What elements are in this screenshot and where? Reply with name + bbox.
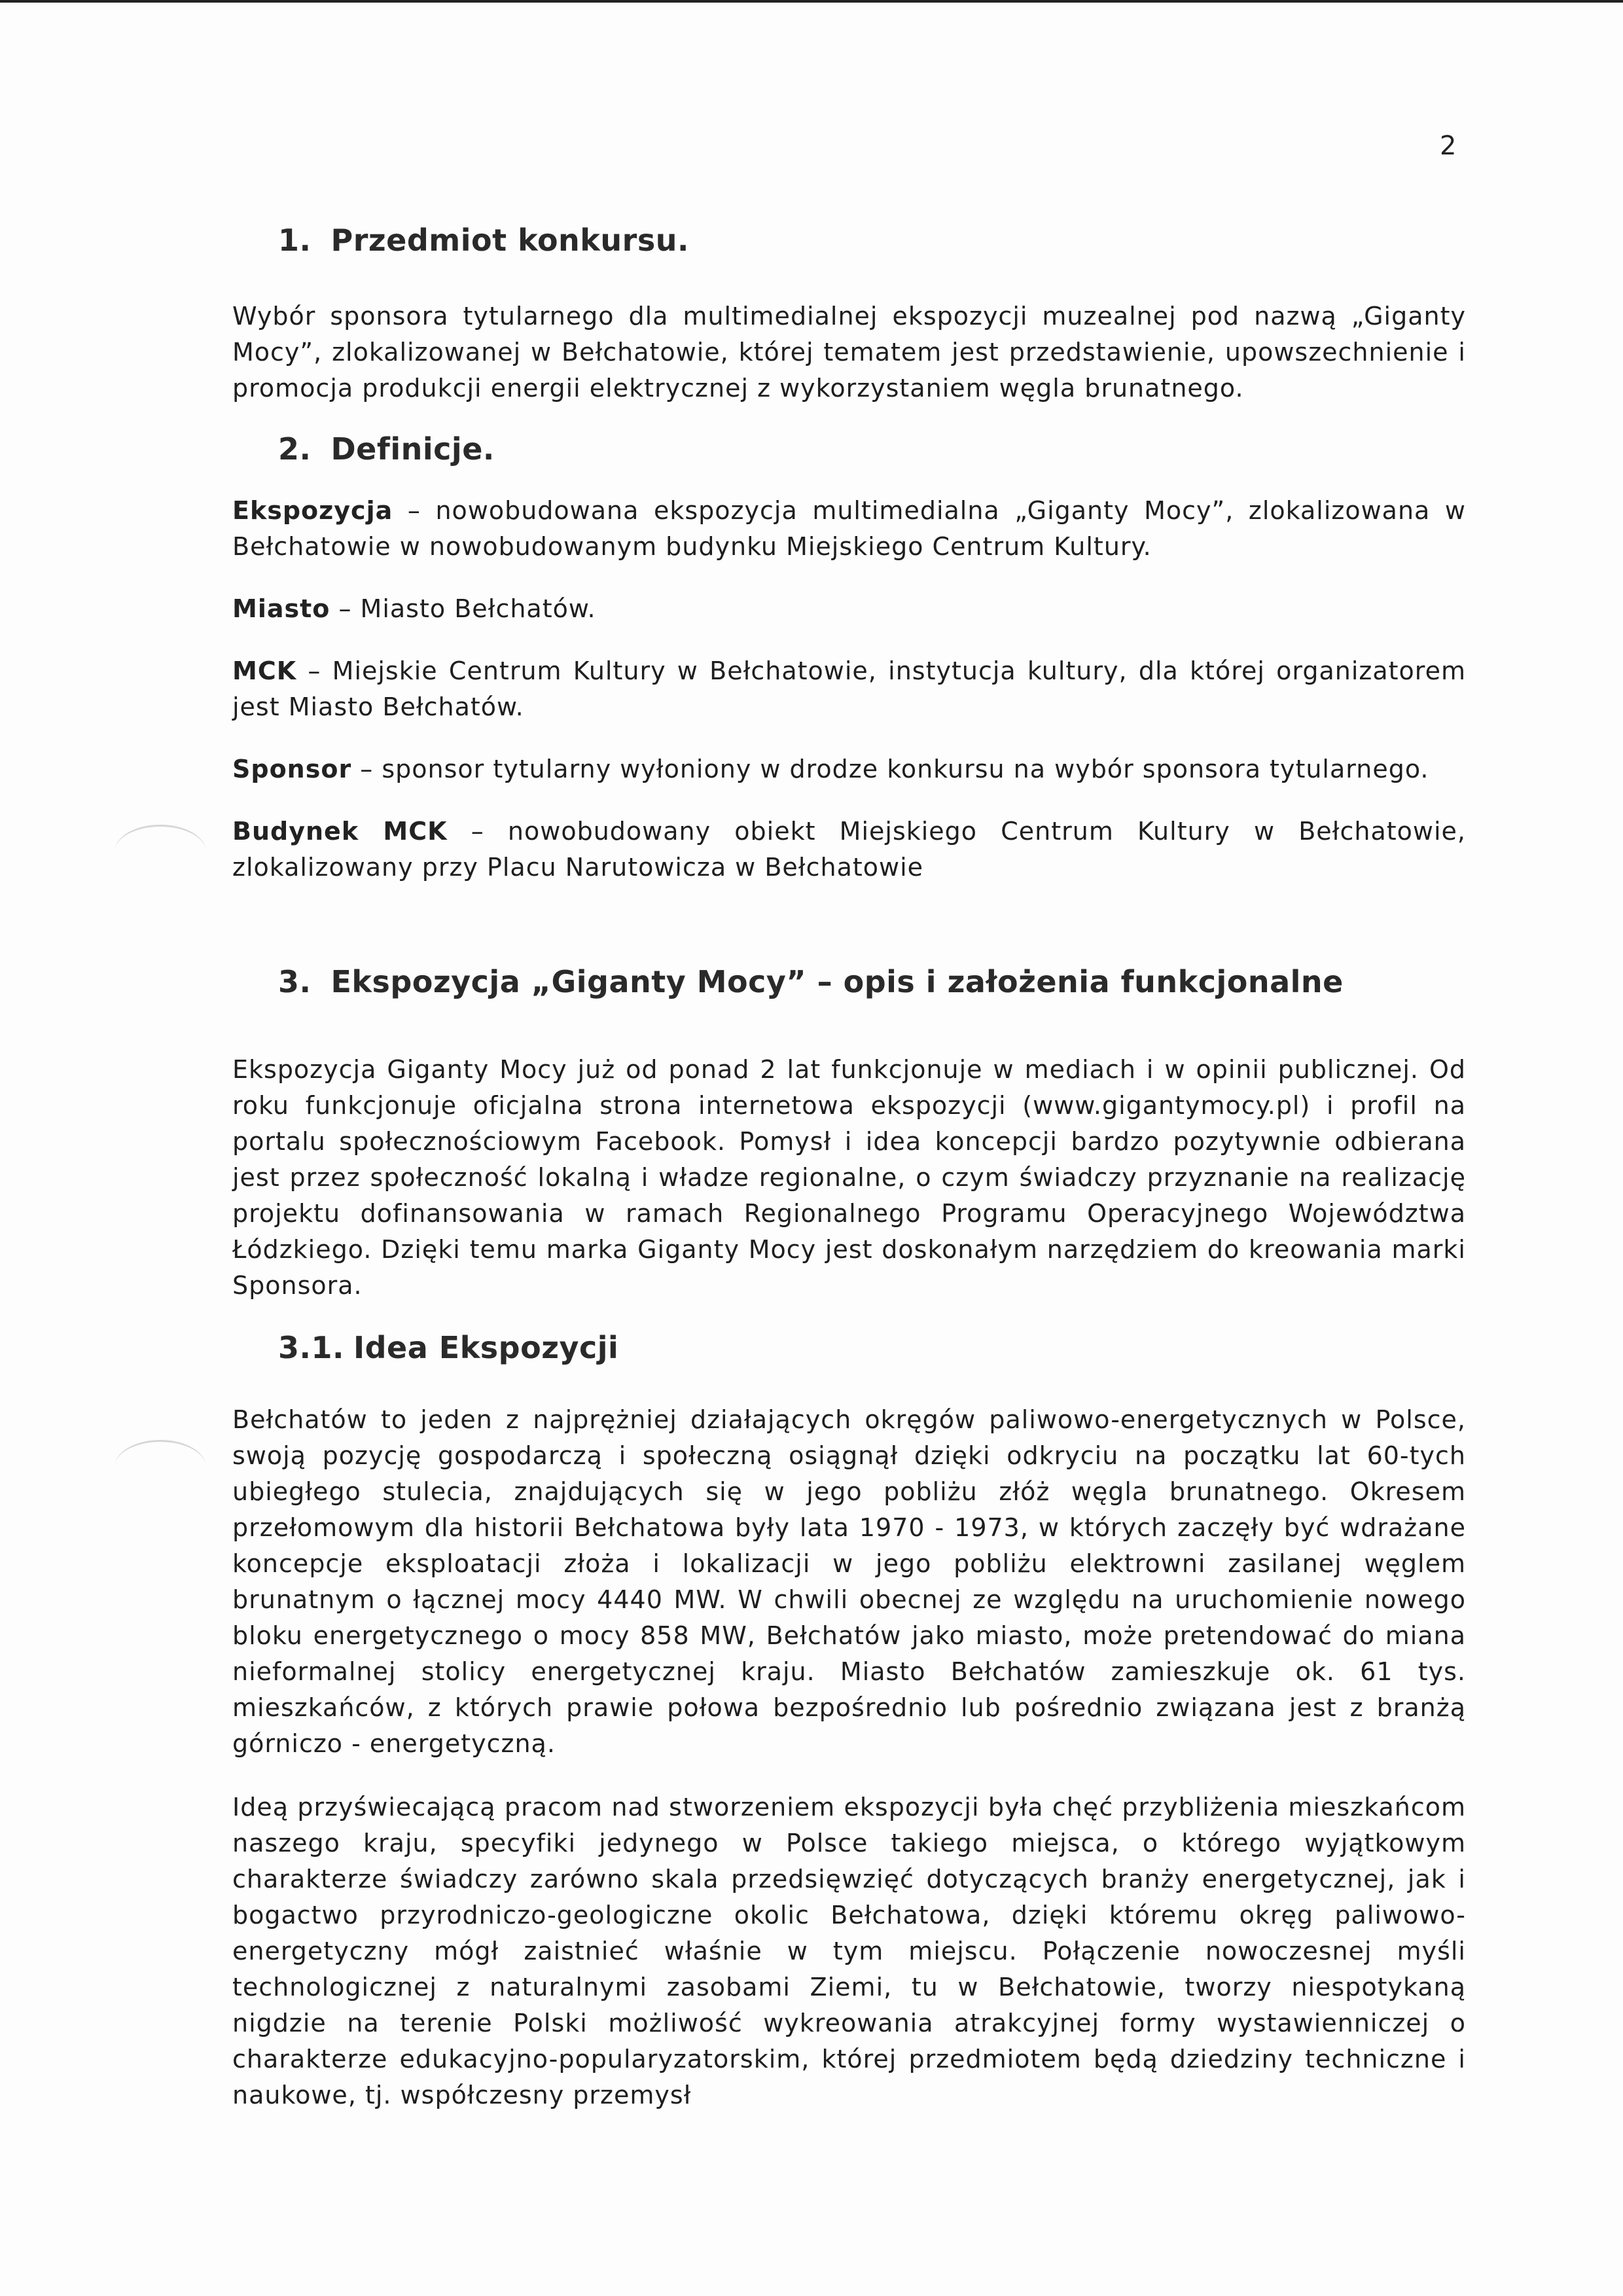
definition-text: sponsor tytularny wyłoniony w drodze konkursu na wybór sponsora tytularnego. [382,755,1429,783]
definition-term: Ekspozycja [232,496,393,525]
section-heading-3 [232,964,1466,999]
section-number: 1. [278,223,312,258]
section-number: 3. [278,964,312,999]
definition-term: Miasto [232,594,330,623]
definition-term: Sponsor [232,755,352,783]
definition-text: nowobudowany obiekt Miejskiego Centrum Kultury w Bełchatowie, zlokalizowany przy Placu Narutowicza w Bełchatowie [232,817,1466,882]
definition-text: Miejskie Centrum Kultury w Bełchatowie, instytucja kultury, dla której organizatorem jest Miasto Bełchatów. [232,656,1466,721]
scan-edge [0,0,1623,3]
section-3-1-paragraph-2: Ideą przyświecającą pracom nad stworzeniem ekspozycji była chęć przybliżenia mieszkańcom naszego kraju, specyfiki jedynego w Polsce takiego miejsca, o którego wyjątkowym charakterze świadczy zarówno skala przedsięwzięć dotyczących branży energetycznej, jak i bogactwo przyrodniczo-geologiczne okolic Bełchatowa, dzięki któremu okręg paliwowo-energetyczny mógł zaistnieć właśnie w tym miejscu. Połączenie nowoczesnej myśli technologicznej z naturalnymi zasobami Ziemi, tu w Bełchatowie, tworzy niespotykaną nigdzie na terenie Polski możliwość wykreowania atrakcyjnej formy wystawienniczej o charakterze edukacyjno-popularyzatorskim, której przedmiotem będą dziedziny techniczne i naukowe, tj. współczesny przemysł [232,1793,1466,2109]
definition-separator: – [393,496,436,525]
definition-term: Budynek MCK [232,817,448,846]
definition-ekspozycja [232,493,1466,565]
definition-separator: – [351,755,382,783]
section-title: Przedmiot konkursu. [330,223,689,258]
definition-budynek-mck [232,814,1466,886]
definition-miasto [232,591,1466,627]
section-title: Definicje. [330,431,495,467]
definition-text: Miasto Bełchatów. [360,594,596,623]
definition-sponsor [232,751,1466,787]
section-heading-1 [232,223,1466,258]
definition-separator: – [330,594,361,623]
section-number: 3.1. [278,1330,344,1365]
section-3-body: Ekspozycja Giganty Mocy już od ponad 2 lat funkcjonuje w mediach i w opinii publicznej. Od roku funkcjonuje oficjalna strona internetowa ekspozycji (www.gigantymocy.pl) i profil na portalu społecznościowym Facebook. Pomysł i idea koncepcji bardzo pozytywnie odbierana jest przez społeczność lokalną i władze regionalne, o czym świadczy przyznanie na realizację projektu dofinansowania w ramach Regionalnego Programu Operacyjnego Województwa Łódzkiego. Dzięki temu marka Giganty Mocy jest doskonałym narzędziem do kreowania marki Sponsora. [232,1055,1466,1300]
page-number: 2 [1440,131,1457,161]
punch-hole-mark [115,1440,206,1494]
section-heading-2 [232,431,1466,467]
section-number: 2. [278,431,312,467]
section-title: Idea Ekspozycji [353,1330,619,1365]
definition-separator: – [296,656,332,685]
definition-separator: – [447,817,508,846]
section-1-body: Wybór sponsora tytularnego dla multimedialnej ekspozycji muzealnej pod nazwą „Giganty Mocy”, zlokalizowanej w Bełchatowie, której tematem jest przedstawienie, upowszechnienie i promocja produkcji energii elektrycznej z wykorzystaniem węgla brunatnego. [232,302,1466,403]
document-body [232,223,1466,2113]
definition-mck [232,653,1466,725]
punch-hole-mark [115,825,206,879]
definition-text: nowobudowana ekspozycja multimedialna „Giganty Mocy”, zlokalizowana w Bełchatowie w nowobudowanym budynku Miejskiego Centrum Kultury. [232,496,1466,561]
definition-term: MCK [232,656,297,685]
section-3-1-paragraph-1: Bełchatów to jeden z najprężniej działających okręgów paliwowo-energetycznych w Polsce, swoją pozycję gospodarczą i społeczną osiągnął dzięki odkryciu na początku lat 60-tych ubiegłego stulecia, znajdujących się w jego pobliżu złóż węgla brunatnego. Okresem przełomowym dla historii Bełchatowa były lata 1970 - 1973, w których zaczęły być wdrażane koncepcje eksploatacji złoża i lokalizacji w jego pobliżu elektrowni zasilanej węglem brunatnym o łącznej mocy 4440 MW. W chwili obecnej ze względu na uruchomienie nowego bloku energetycznego o mocy 858 MW, Bełchatów jako miasto, może pretendować do miana nieformalnej stolicy energetycznej kraju. Miasto Bełchatów zamieszkuje ok. 61 tys. mieszkańców, z których prawie połowa bezpośrednio lub pośrednio związana jest z branżą górniczo - energetyczną. [232,1405,1466,1758]
section-title: Ekspozycja „Giganty Mocy” – opis i założenia funkcjonalne [330,964,1344,999]
section-heading-3-1 [232,1330,1466,1365]
